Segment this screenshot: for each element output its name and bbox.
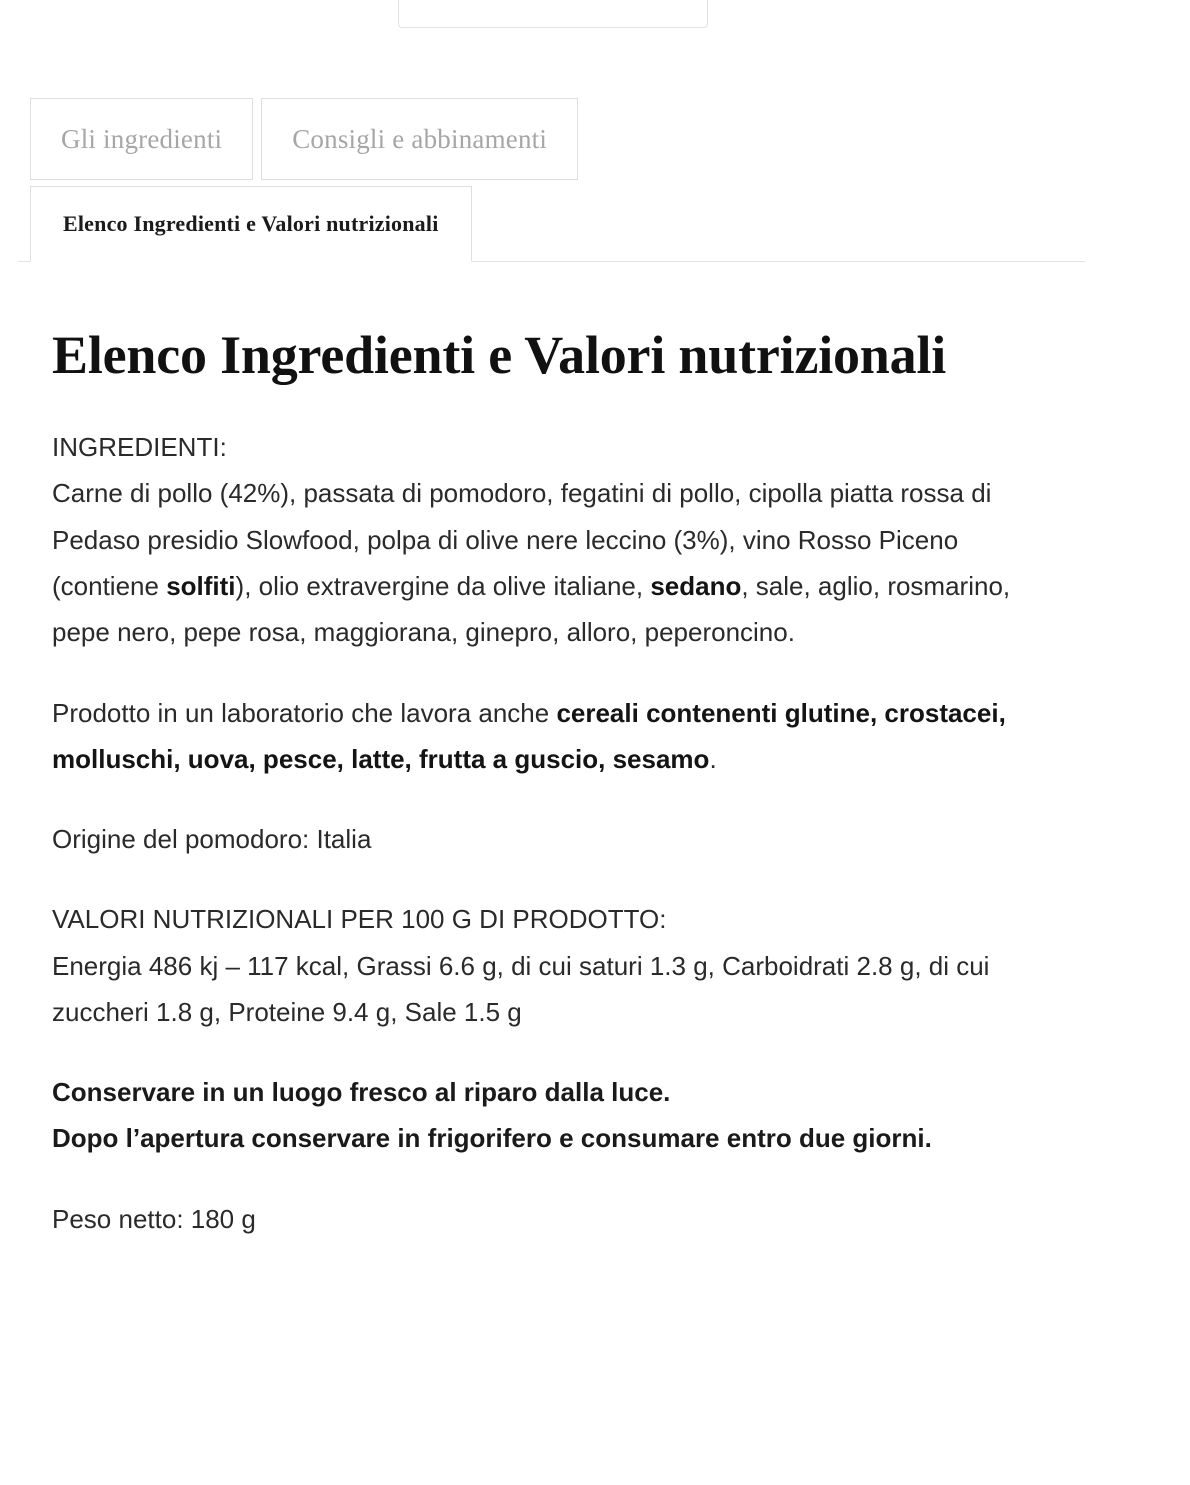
- ingredients-paragraph: [52, 424, 1072, 655]
- page-title: Elenco Ingredienti e Valori nutrizionali: [52, 325, 947, 385]
- lab-notice-allergens: cereali contenenti glutine, crostacei, molluschi, uova, pesce, latte, frutta a guscio, sesamo: [52, 697, 1006, 774]
- storage-line-1: Conservare in un luogo fresco al riparo dalla luce.: [52, 1077, 671, 1108]
- tab-row-secondary-wrap: [0, 186, 1085, 262]
- ingredients-text-2: ), olio extravergine da olive italiane,: [235, 570, 651, 601]
- tomato-origin: Origine del pomodoro: Italia: [52, 824, 372, 855]
- top-cutoff-element: [398, 0, 708, 28]
- tab-elenco-ingredienti-valori-nutrizionali[interactable]: [30, 186, 472, 262]
- ingredients-heading: INGREDIENTI:: [52, 432, 227, 463]
- storage-instructions: [52, 1069, 1072, 1162]
- lab-notice-prefix: Prodotto in un laboratorio che lavora anche: [52, 697, 557, 728]
- tab-row-secondary: [0, 186, 1085, 262]
- tabs-container: [0, 98, 1085, 262]
- tab-gli-ingredienti[interactable]: [30, 98, 253, 180]
- ingredients-text-3: , sale, aglio, rosmarino, pepe nero, pepe rosa, maggiorana, ginepro, alloro, peperoncino.: [52, 570, 1011, 648]
- ingredients-text-1: Carne di pollo (42%), passata di pomodoro, fegatini di pollo, cipolla piatta rossa di Pedaso presidio Slowfood, polpa di olive nere leccino (3%), vino Rosso Piceno (contiene: [52, 478, 992, 601]
- allergen-solfiti: solfiti: [166, 570, 236, 601]
- storage-line-2: Dopo l’apertura conservare in frigorifero e consumare entro due giorni.: [52, 1123, 932, 1154]
- net-weight: Peso netto: 180 g: [52, 1203, 256, 1234]
- main-content: [52, 320, 1072, 1276]
- tab-consigli-e-abbinamenti[interactable]: [261, 98, 578, 180]
- lab-notice-suffix: .: [709, 743, 717, 774]
- allergen-sedano: sedano: [650, 570, 742, 601]
- tab-consigli-e-abbinamenti-label: Consigli e abbinamenti: [292, 123, 548, 154]
- tab-row-primary: [0, 98, 1085, 180]
- nutrition-values: Energia 486 kj – 117 kcal, Grassi 6.6 g, di cui saturi 1.3 g, Carboidrati 2.8 g, di cui zuccheri 1.8 g, Proteine 9.4 g, Sale 1.5 g: [52, 950, 990, 1027]
- tab-elenco-ingredienti-label: Elenco Ingredienti e Valori nutrizionali: [63, 211, 439, 236]
- tab-gli-ingredienti-label: Gli ingredienti: [61, 123, 223, 154]
- nutrition-paragraph: [52, 896, 1072, 1035]
- lab-allergen-notice: [52, 690, 1072, 783]
- nutrition-heading: VALORI NUTRIZIONALI PER 100 G DI PRODOTTO:: [52, 904, 667, 935]
